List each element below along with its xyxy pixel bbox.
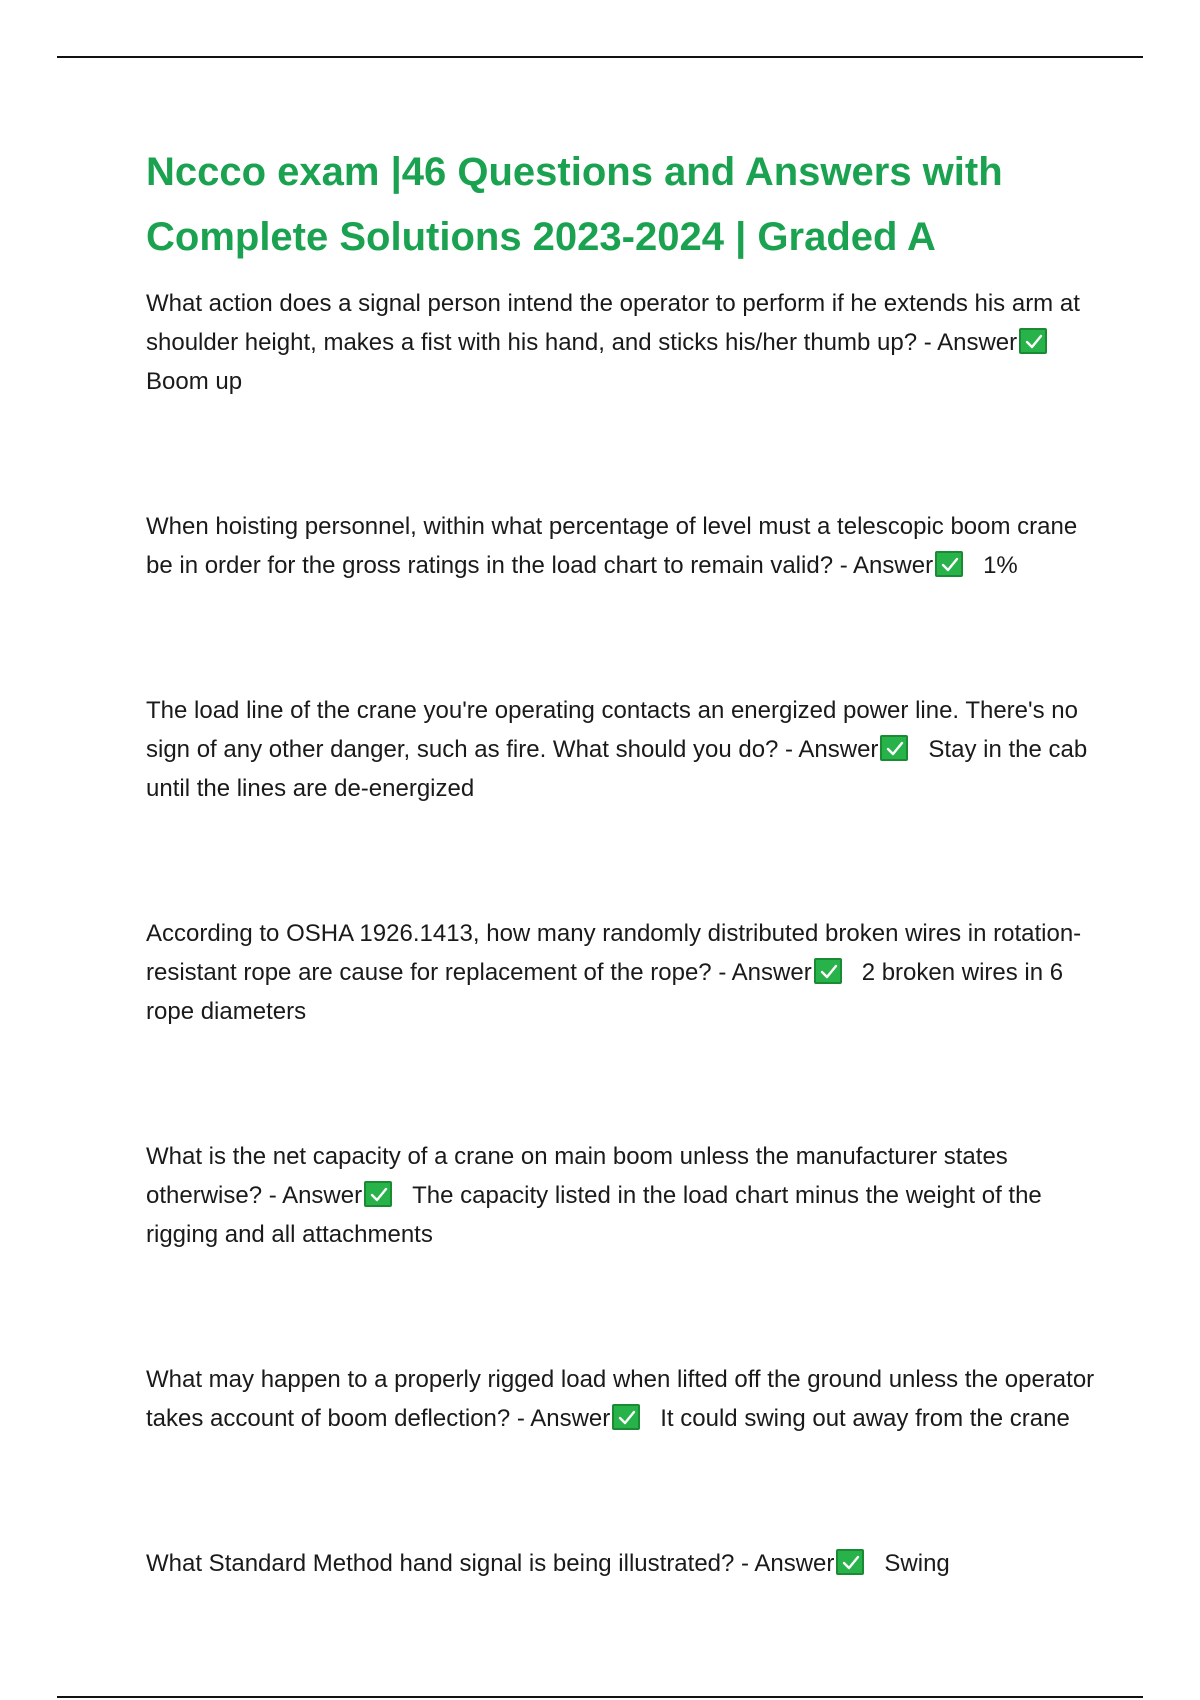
answer-text: Boom up: [146, 368, 243, 395]
qa-item: [146, 691, 1096, 808]
checkmark-icon: [612, 1404, 640, 1430]
bottom-rule: [57, 1696, 1143, 1698]
answer-text: The capacity listed in the load chart minus the weight of the rigging and all attachments: [146, 1182, 1042, 1248]
question-text: The load line of the crane you're operating contacts an energized power line. There's no sign of any other danger, such as fire. What should you do? - Answer: [146, 697, 1078, 763]
answer-text: It could swing out away from the crane: [660, 1405, 1070, 1432]
qa-item: [146, 1544, 1096, 1583]
answer-text: 1%: [983, 552, 1018, 579]
question-text: What action does a signal person intend the operator to perform if he extends his arm at shoulder height, makes a fist with his hand, and sticks his/her thumb up? - Answer: [146, 290, 1080, 356]
checkmark-icon: [880, 735, 908, 761]
checkmark-icon: [1019, 328, 1047, 354]
checkmark-icon: [836, 1549, 864, 1575]
qa-item: [146, 914, 1096, 1031]
checkmark-icon: [814, 958, 842, 984]
document-body: [146, 140, 1096, 1583]
question-text: When hoisting personnel, within what percentage of level must a telescopic boom crane be in order for the gross ratings in the load chart to remain valid? - Answer: [146, 513, 1078, 579]
top-rule: [57, 56, 1143, 58]
checkmark-icon: [364, 1181, 392, 1207]
answer-text: Stay in the cab until the lines are de-energized: [146, 736, 1088, 802]
answer-text: Swing: [884, 1550, 950, 1577]
qa-item: [146, 284, 1096, 401]
document-title: Nccco exam |46 Questions and Answers with Complete Solutions 2023-2024 | Graded A: [146, 150, 1003, 259]
answer-text: 2 broken wires in 6 rope diameters: [146, 959, 1064, 1025]
qa-item: [146, 1360, 1096, 1438]
question-text: What Standard Method hand signal is being illustrated? - Answer: [146, 1550, 835, 1577]
qa-item: [146, 507, 1096, 585]
checkmark-icon: [935, 551, 963, 577]
question-text: What is the net capacity of a crane on main boom unless the manufacturer states otherwise? - Answer: [146, 1143, 1008, 1209]
question-text: According to OSHA 1926.1413, how many randomly distributed broken wires in rotation-resistant rope are cause for replacement of the rope? - Answer: [146, 920, 1082, 986]
qa-item: [146, 1137, 1096, 1254]
question-text: What may happen to a properly rigged load when lifted off the ground unless the operator takes account of boom deflection? - Answer: [146, 1366, 1095, 1432]
